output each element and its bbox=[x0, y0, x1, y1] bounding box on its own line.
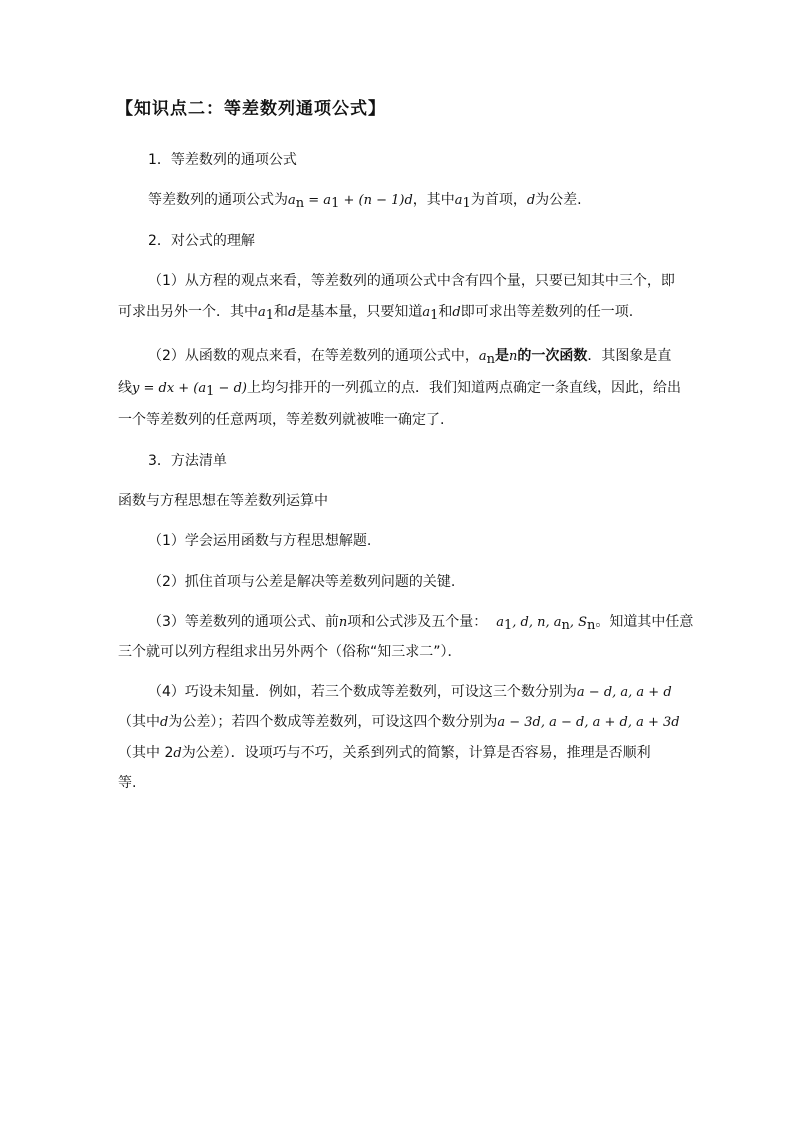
method-intro: 函数与方程思想在等差数列运算中 bbox=[118, 493, 328, 509]
heading-2: 2．对公式的理解 bbox=[148, 233, 255, 249]
formula-line: 等差数列的通项公式为$a_n = a_1 + (n - 1)d$，其中$a_1$为首项，d为公差. bbox=[148, 192, 582, 211]
paragraph-function-view-l1: （2）从函数的观点来看，在等差数列的通项公式中，$a_n$是n的一次函数．其图象是直 bbox=[148, 348, 672, 367]
method-item-3-l1: （3）等差数列的通项公式、前n项和公式涉及五个量： $a_1$, d, n, $a_n$, $S_n$。知道其中任意 bbox=[148, 614, 694, 633]
method-item-1: （1）学会运用函数与方程思想解题. bbox=[148, 533, 372, 549]
method-item-2: （2）抓住首项与公差是解决等差数列问题的关键. bbox=[148, 574, 456, 590]
method-item-4-l3: （其中 2d为公差）．设项巧与不巧，关系到列式的简繁，计算是否容易，推理是否顺利 bbox=[118, 745, 651, 761]
heading-1: 1．等差数列的通项公式 bbox=[148, 152, 297, 168]
method-item-4-l1: （4）巧设未知量．例如，若三个数成等差数列，可设这三个数分别为a − d, a, a + d bbox=[148, 684, 672, 700]
paragraph-equation-view-l2: 可求出另外一个．其中$a_1$和d是基本量，只要知道$a_1$和d即可求出等差数列的任一项. bbox=[118, 304, 634, 323]
method-item-4-l4: 等. bbox=[118, 775, 137, 791]
paragraph-equation-view-l1: （1）从方程的观点来看，等差数列的通项公式中含有四个量，只要已知其中三个，即 bbox=[148, 273, 675, 289]
method-item-4-l2: （其中d为公差）；若四个数成等差数列，可设这四个数分别为a − 3d, a − d, a + d, a + 3d bbox=[118, 714, 680, 730]
method-item-3-l2: 三个就可以列方程组求出另外两个（俗称“知三求二”）． bbox=[118, 644, 462, 660]
section-title: 【知识点二：等差数列通项公式】 bbox=[116, 99, 386, 119]
paragraph-function-view-l3: 一个等差数列的任意两项，等差数列就被唯一确定了. bbox=[118, 412, 445, 428]
paragraph-function-view-l2: 线y = dx + $(a_1 - d)$上均匀排开的一列孤立的点．我们知道两点确定一条直线，因此，给出 bbox=[118, 380, 681, 399]
heading-3: 3．方法清单 bbox=[148, 453, 227, 469]
